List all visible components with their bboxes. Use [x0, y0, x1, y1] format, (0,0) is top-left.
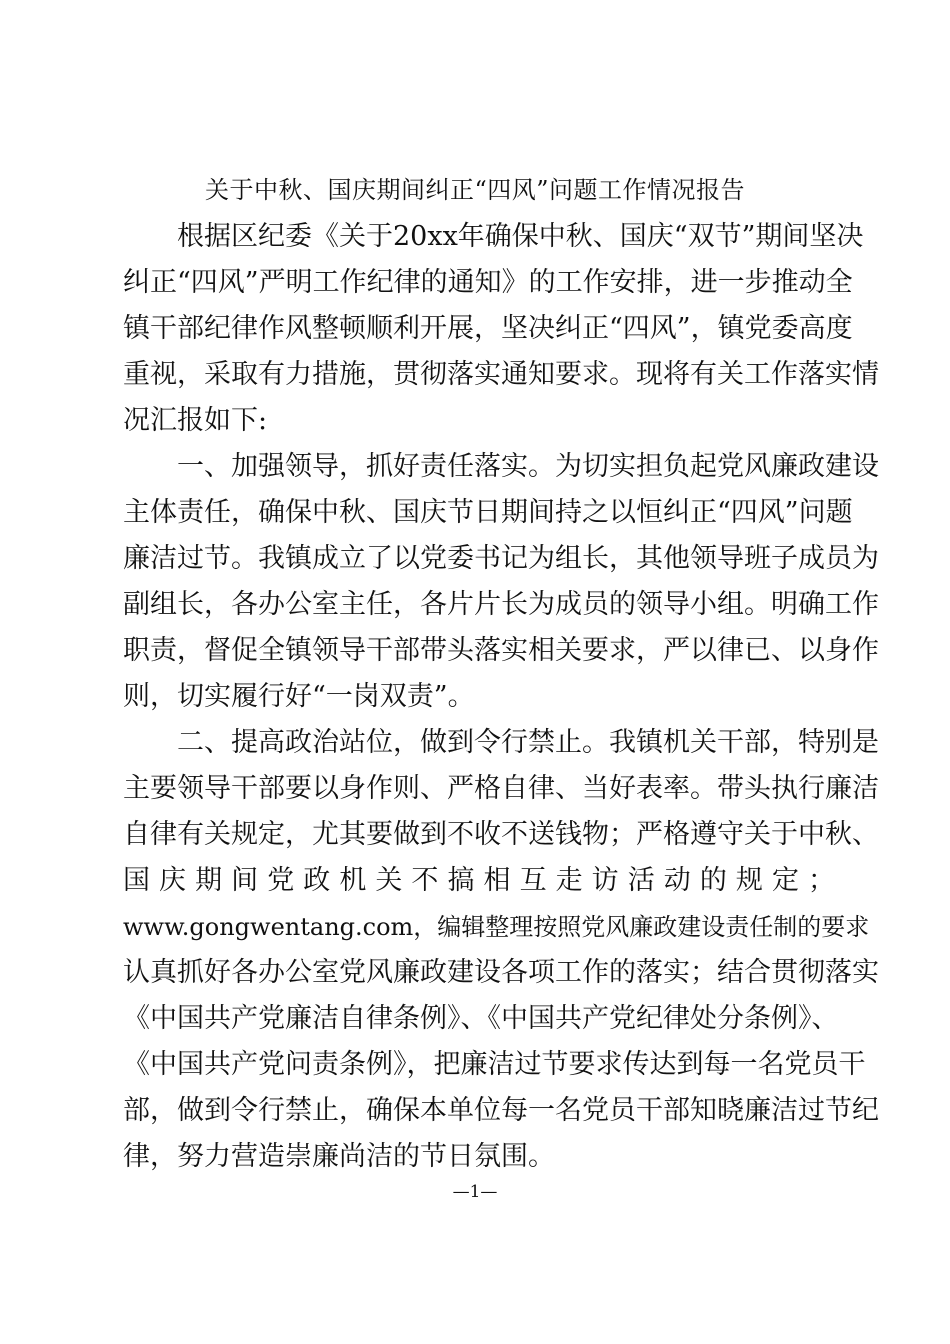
- paragraph-line: 一、加强领导，抓好责任落实。为切实担负起党风廉政建设: [177, 451, 879, 482]
- paragraph-line: 根据区纪委《关于20xx年确保中秋、国庆“双节”期间坚决: [177, 221, 864, 252]
- paragraph-line: 职责，督促全镇领导干部带头落实相关要求，严以律已、以身作: [123, 635, 879, 666]
- document-title: 关于中秋、国庆期间纠正“四风”问题工作情况报告: [204, 176, 746, 204]
- document-body: [123, 214, 879, 1180]
- paragraph-line: 律，努力营造崇廉尚洁的节日氛围。: [123, 1141, 555, 1172]
- paragraph-line: 《中国共产党廉洁自律条例》、《中国共产党纪律处分条例》、: [123, 1003, 839, 1034]
- paragraph-line: 重视，采取有力措施，贯彻落实通知要求。现将有关工作落实情: [123, 359, 879, 390]
- paragraph-line: 副组长，各办公室主任，各片片长为成员的领导小组。明确工作: [123, 589, 879, 620]
- paragraph-line: 二、提高政治站位，做到令行禁止。我镇机关干部，特别是: [177, 727, 879, 758]
- paragraph-line: 则，切实履行好“一岗双责”。: [123, 681, 475, 712]
- paragraph-line: 纠正“四风”严明工作纪律的通知》的工作安排，进一步推动全: [123, 267, 853, 298]
- page-number: —1—: [452, 1182, 498, 1202]
- paragraph-line: 镇干部纪律作风整顿顺利开展，坚决纠正“四风”，镇党委高度: [123, 313, 853, 344]
- paragraph-line: 认真抓好各办公室党风廉政建设各项工作的落实；结合贯彻落实: [123, 957, 879, 988]
- paragraph-line: 廉洁过节。我镇成立了以党委书记为组长，其他领导班子成员为: [123, 543, 879, 574]
- paragraph-line: www.gongwentang.com，编辑整理按照党风廉政建设责任制的要求: [123, 913, 870, 941]
- paragraph-line: 自律有关规定，尤其要做到不收不送钱物；严格遵守关于中秋、: [123, 819, 879, 850]
- paragraph-line: 部，做到令行禁止，确保本单位每一名党员干部知晓廉洁过节纪: [123, 1095, 879, 1126]
- paragraph-line: 况汇报如下:: [123, 405, 268, 436]
- paragraph-line: 《中国共产党问责条例》，把廉洁过节要求传达到每一名党员干: [123, 1049, 866, 1080]
- paragraph-line: 主体责任，确保中秋、国庆节日期间持之以恒纠正“四风”问题: [123, 497, 853, 528]
- paragraph-line: 主要领导干部要以身作则、严格自律、当好表率。带头执行廉洁: [123, 773, 879, 804]
- paragraph-line: 国庆期间党政机关不搞相互走访活动的规定；: [123, 865, 835, 896]
